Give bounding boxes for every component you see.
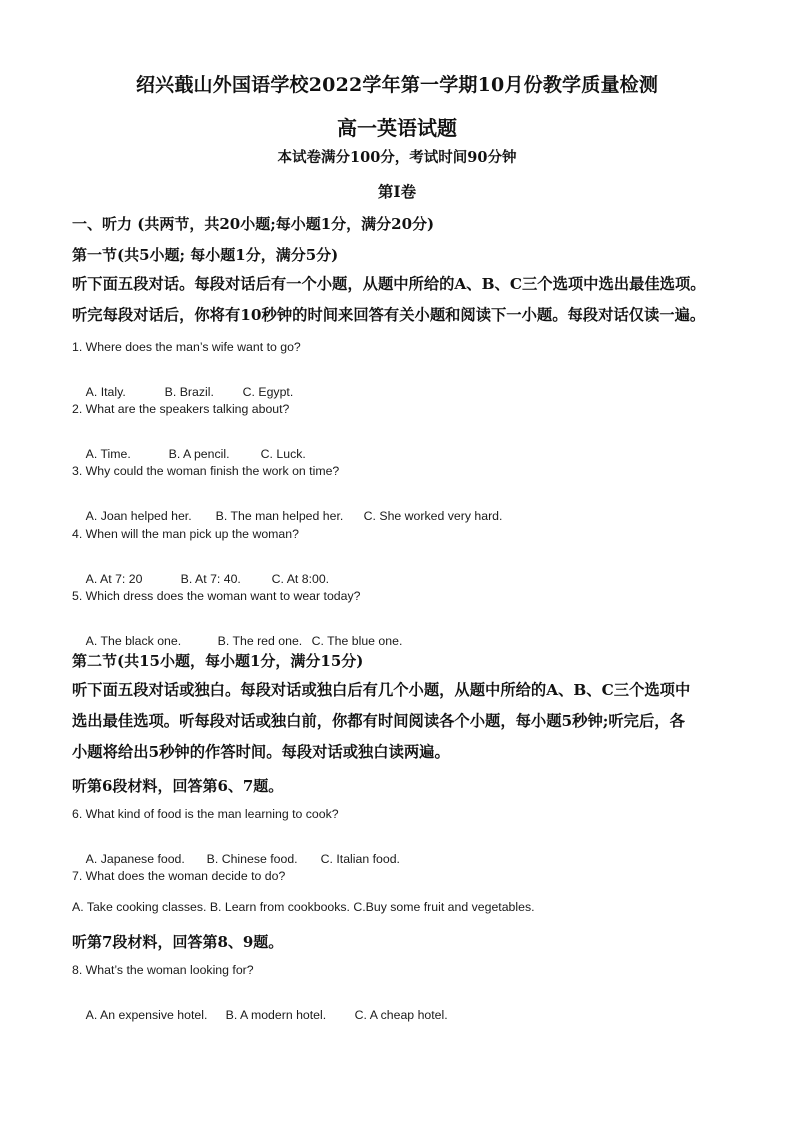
volume-label: 第Ⅰ卷 <box>377 182 417 201</box>
option-c: C. At 8:00. <box>271 572 330 586</box>
instruction-line: 听下面五段对话。每段对话后有一个小题，从题中所给的A、B、C三个选项中选出最佳选项。 <box>72 275 706 293</box>
question-5: 5. Which dress does the woman want to wear today? <box>72 589 361 603</box>
option-b: B. A modern hotel. <box>225 1008 327 1022</box>
question-3: 3. Why could the woman finish the work on time? <box>72 464 340 478</box>
option-b: B. Brazil. <box>164 385 214 399</box>
option-a: A. An expensive hotel. <box>85 1008 208 1022</box>
option-a: A. Japanese food. <box>85 852 185 866</box>
question-6: 6. What kind of food is the man learning to cook? <box>72 807 339 821</box>
exam-subtitle: 高一英语试题 <box>337 116 457 140</box>
question-2: 2. What are the speakers talking about? <box>72 402 290 416</box>
question-4: 4. When will the man pick up the woman? <box>72 527 299 541</box>
question-7-options: A. Take cooking classes. B. Learn from cookbooks. C.Buy some fruit and vegetables. <box>72 900 535 914</box>
option-a: A. At 7: 20 <box>85 572 143 586</box>
question-1: 1. Where does the man’s wife want to go? <box>72 340 301 354</box>
option-c: C. A cheap hotel. <box>354 1008 448 1022</box>
option-a: A. Time. <box>85 447 131 461</box>
part1-heading: 一、听力 (共两节，共20小题;每小题1分，满分20分) <box>72 215 435 233</box>
exam-info: 本试卷满分100分，考试时间90分钟 <box>277 149 517 166</box>
question-8: 8. What’s the woman looking for? <box>72 963 254 977</box>
option-c: C. Luck. <box>260 447 306 461</box>
section1-instructions <box>72 269 722 331</box>
option-b: B. Chinese food. <box>206 852 298 866</box>
option-a: A. The black one. <box>85 634 182 648</box>
instruction-line: 听完每段对话后，你将有10秒钟的时间来回答有关小题和阅读下一小题。每段对话仅读一遍。 <box>72 306 706 324</box>
material-7-heading: 听第7段材料，回答第8、9题。 <box>72 933 284 951</box>
section1-heading: 第一节(共5小题; 每小题1分，满分5分) <box>72 246 339 264</box>
option-b: B. A pencil. <box>168 447 230 461</box>
option-b: B. The red one. <box>217 634 303 648</box>
option-a: A. Italy. <box>85 385 126 399</box>
section2-instructions <box>72 675 722 768</box>
option-a: A. Joan helped her. <box>85 509 192 523</box>
instruction-line: 小题将给出5秒钟的作答时间。每段对话或独白读两遍。 <box>72 743 450 761</box>
exam-title: 绍兴蕺山外国语学校2022学年第一学期10月份教学质量检测 <box>135 74 659 96</box>
option-b: B. The man helped her. <box>215 509 344 523</box>
option-c: C. The blue one. <box>311 634 403 648</box>
instruction-line: 选出最佳选项。听每段对话或独白前，你都有时间阅读各个小题，每小题5秒钟;听完后，各 <box>72 712 685 730</box>
question-7: 7. What does the woman decide to do? <box>72 869 286 883</box>
instruction-line: 听下面五段对话或独白。每段对话或独白后有几个小题，从题中所给的A、B、C三个选项中 <box>72 681 691 699</box>
material-6-heading: 听第6段材料，回答第6、7题。 <box>72 777 284 795</box>
option-c: C. Egypt. <box>242 385 294 399</box>
option-c: C. Italian food. <box>320 852 400 866</box>
section2-heading: 第二节(共15小题，每小题1分，满分15分) <box>72 652 364 670</box>
option-c: C. She worked very hard. <box>363 509 503 523</box>
option-b: B. At 7: 40. <box>180 572 241 586</box>
question-8-options <box>72 994 448 1036</box>
